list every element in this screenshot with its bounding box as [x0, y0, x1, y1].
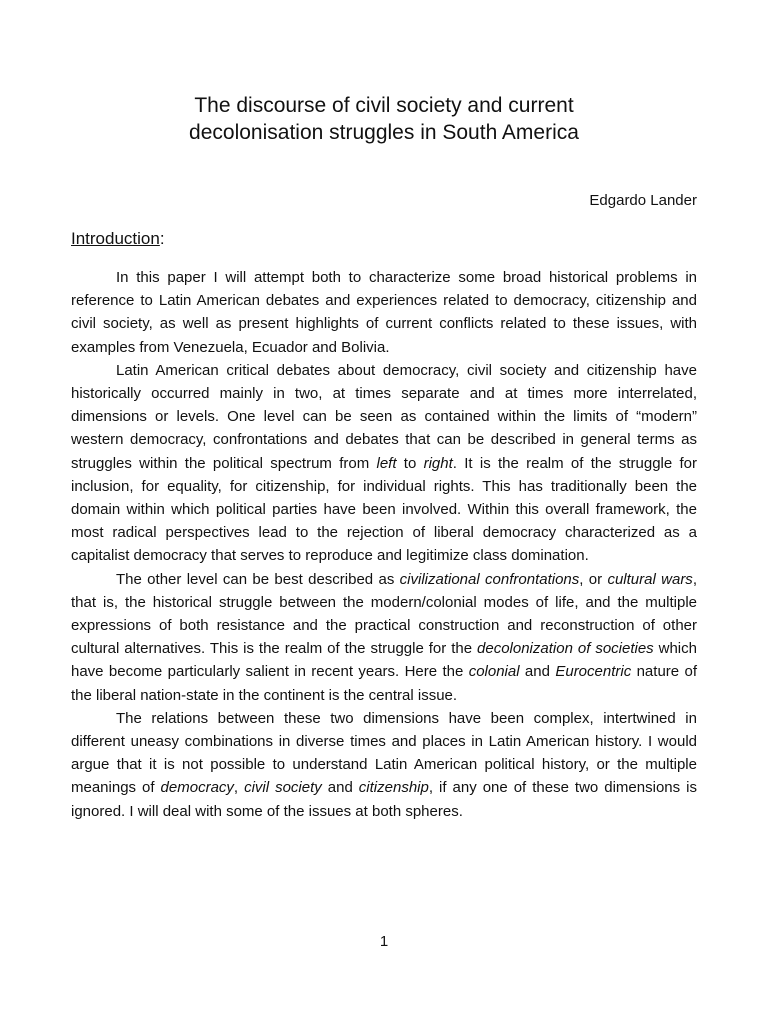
italic-term: colonial	[468, 663, 520, 681]
italic-term: left	[376, 454, 397, 472]
title-line-1: The discourse of civil society and current	[194, 94, 574, 117]
paragraph-text: The relations between these two dimensions have been complex, intertwined in different uneasy combinations in diverse times and places in Latin American history. I would argue that it is not possible to understand Latin American political history, or the multiple meanings of	[71, 709, 697, 797]
section-heading-suffix: :	[159, 229, 165, 248]
paragraph-1	[71, 266, 697, 359]
paragraph-text: and	[321, 779, 359, 797]
paragraph-text: and	[519, 663, 556, 681]
paragraph-text: to	[396, 454, 424, 472]
section-heading	[71, 228, 165, 250]
italic-term: civil society	[244, 779, 322, 797]
italic-term: civilizational confrontations	[399, 570, 580, 588]
italic-term: citizenship	[358, 779, 429, 797]
page-title	[60, 92, 708, 146]
paragraph-text: Latin American critical debates about democracy, civil society and citizenship have historically occurred mainly in two, at times separate and at times more interrelated, dimensions or levels. One level can be seen as contained within the limits of “modern” western democracy, confrontations and debates that can be described in general terms as struggles within the political spectrum from	[71, 361, 697, 472]
italic-term: cultural wars	[607, 570, 693, 588]
paragraph-4	[71, 707, 697, 823]
paragraph-text: The other level can be best described as	[116, 570, 400, 588]
paragraph-text: , that is, the historical struggle between the modern/colonial modes of life, and the multiple expressions of both resistance and the practical construction and reconstruction of other cultural alternatives. This is the realm of the struggle for the	[71, 570, 697, 658]
body-text	[71, 266, 697, 823]
italic-term: decolonization of societies	[477, 640, 654, 658]
italic-term: democracy	[160, 779, 234, 797]
paragraph-text: In this paper I will attempt both to characterize some broad historical problems in reference to Latin American debates and experiences related to democracy, citizenship and civil society, as well as present highlights of current conflicts related to these issues, with examples from Venezuela, Ecuador and Bolivia.	[71, 269, 697, 356]
paragraph-text: , or	[579, 570, 608, 588]
title-line-2: decolonisation struggles in South America	[189, 121, 579, 144]
page-number: 1	[379, 933, 389, 950]
paragraph-text: which have become particularly salient in recent years. Here the	[71, 640, 697, 681]
paragraph-2	[71, 359, 697, 568]
paragraph-3	[71, 568, 697, 707]
author-name: Edgardo Lander	[589, 192, 697, 209]
italic-term: Eurocentric	[555, 663, 632, 681]
paragraph-text: ,	[233, 779, 245, 797]
italic-term: right	[423, 454, 453, 472]
paragraph-text: nature of the liberal nation-state in the continent is the central issue.	[71, 663, 697, 704]
section-heading-text: Introduction	[71, 229, 160, 248]
paragraph-text: . It is the realm of the struggle for inclusion, for equality, for citizenship, for individual rights. This has traditionally been the domain within which political parties have been involved. Within this overall framework, the most radical perspectives lead to the rejection of liberal democracy characterized as a capitalist democracy that serves to reproduce and legitimize class domination.	[71, 454, 698, 565]
paragraph-text: , if any one of these two dimensions is ignored. I will deal with some of the issues at both spheres.	[71, 779, 697, 820]
